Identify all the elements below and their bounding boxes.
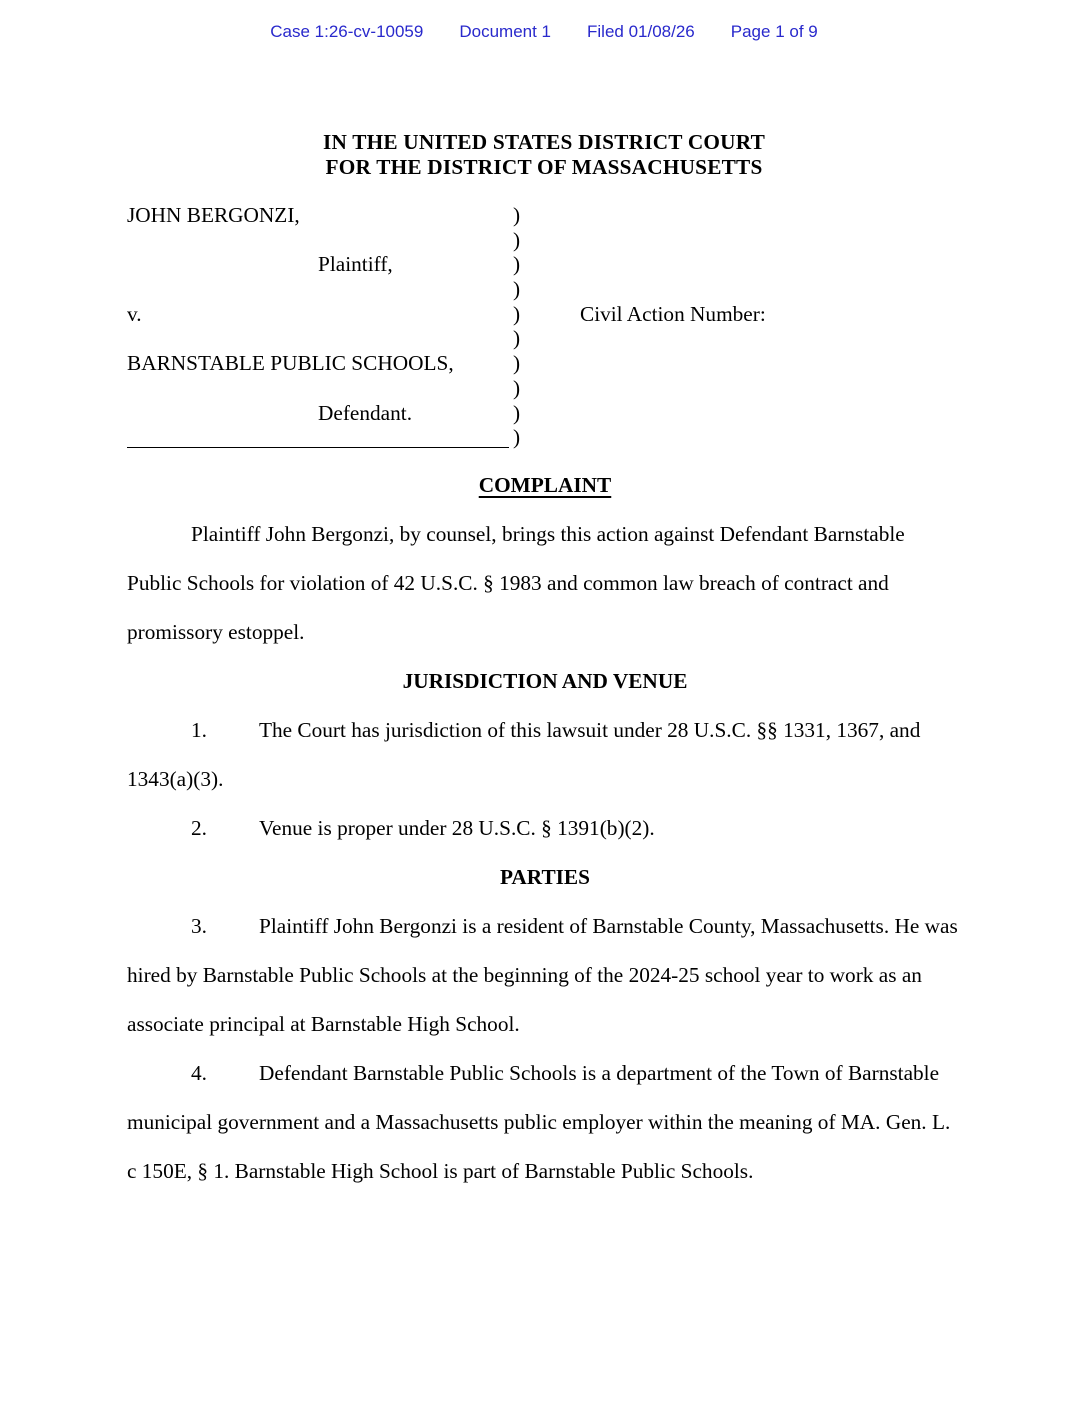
caption-paren: ) xyxy=(513,375,521,400)
caption-paren: ) xyxy=(513,301,521,326)
paragraph-4-number: 4. xyxy=(191,1061,207,1085)
civil-action-label: Civil Action Number: xyxy=(580,302,766,326)
plaintiff-label: Plaintiff, xyxy=(318,252,393,277)
ecf-stamp-header xyxy=(0,22,1088,42)
caption-row xyxy=(127,252,827,277)
ecf-case-number: Case 1:26-cv-10059 xyxy=(270,22,424,41)
ecf-filed-date: Filed 01/08/26 xyxy=(587,22,695,41)
caption-row xyxy=(127,425,827,450)
paragraph-4-text: Defendant Barnstable Public Schools is a department of the Town of Barnstable municipal government and a Massachusetts public employer within the meaning of MA. Gen. L. c 150E, § 1. Barnstable High School is part of Barnstable Public Schools. xyxy=(127,1061,951,1183)
caption-row xyxy=(127,203,827,228)
case-caption xyxy=(127,203,827,450)
paragraph-2 xyxy=(127,804,963,853)
caption-paren: ) xyxy=(513,227,521,252)
intro-paragraph: Plaintiff John Bergonzi, by counsel, brings this action against Defendant Barnstable Public Schools for violation of 42 U.S.C. § 1983 and common law breach of contract and promissory estoppel. xyxy=(127,522,905,644)
caption-paren: ) xyxy=(513,425,521,450)
versus-label: v. xyxy=(127,301,142,326)
ecf-document-number: Document 1 xyxy=(459,22,552,41)
caption-row xyxy=(127,277,827,302)
caption-row xyxy=(127,401,827,426)
paragraph-2-number: 2. xyxy=(191,816,207,840)
paragraph-1 xyxy=(127,706,963,804)
caption-paren: ) xyxy=(513,351,521,376)
complaint-heading: COMPLAINT xyxy=(478,473,612,497)
caption-paren: ) xyxy=(513,277,521,302)
paragraph-4 xyxy=(127,1049,963,1196)
caption-paren: ) xyxy=(513,252,521,277)
defendant-label: Defendant. xyxy=(318,400,413,425)
court-title-line2: FOR THE DISTRICT OF MASSACHUSETTS xyxy=(325,155,763,179)
caption-row xyxy=(127,326,827,351)
defendant-name: BARNSTABLE PUBLIC SCHOOLS, xyxy=(127,351,454,376)
ecf-page-number: Page 1 of 9 xyxy=(730,22,818,41)
caption-paren: ) xyxy=(513,400,521,425)
paragraph-3 xyxy=(127,902,963,1049)
caption-signature-rule xyxy=(127,447,509,448)
caption-paren: ) xyxy=(513,203,521,227)
paragraph-3-text: Plaintiff John Bergonzi is a resident of Barnstable County, Massachusetts. He was hired by Barnstable Public Schools at the beginning of the 2024-25 school year to work as an associate principal at Barnstable High School. xyxy=(127,914,958,1036)
paragraph-3-number: 3. xyxy=(191,914,207,938)
caption-row xyxy=(127,376,827,401)
document-body xyxy=(127,461,963,1196)
section-heading-parties: PARTIES xyxy=(500,865,590,889)
section-heading-jurisdiction-and-venue: JURISDICTION AND VENUE xyxy=(402,669,688,693)
paragraph-2-text: Venue is proper under 28 U.S.C. § 1391(b)(2). xyxy=(259,816,655,840)
paragraph-1-text: The Court has jurisdiction of this lawsuit under 28 U.S.C. §§ 1331, 1367, and 1343(a)(3). xyxy=(127,718,921,791)
caption-row xyxy=(127,228,827,253)
court-title xyxy=(0,130,1088,180)
caption-paren: ) xyxy=(513,326,521,351)
court-title-line1: IN THE UNITED STATES DISTRICT COURT xyxy=(323,130,765,154)
plaintiff-name: JOHN BERGONZI, xyxy=(127,203,300,227)
caption-row xyxy=(127,351,827,376)
paragraph-1-number: 1. xyxy=(191,718,207,742)
